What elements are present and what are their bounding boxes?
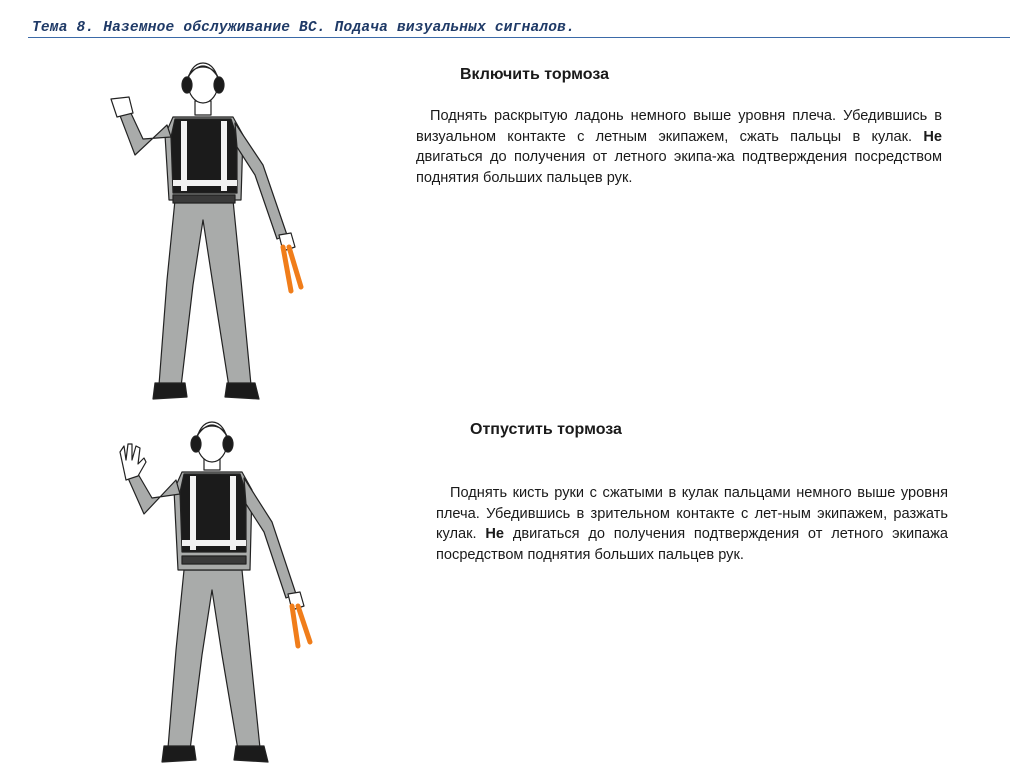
signal-title-release-brakes: Отпустить тормоза <box>470 421 622 438</box>
marshaller-open-palm-raised-illustration <box>100 410 320 765</box>
description-emphasis: Не <box>923 128 942 145</box>
description-text: двигаться до получения подтверждения от летного экипажа посредством поднятия больших пальцев рук. <box>436 526 948 563</box>
description-text: Поднять раскрытую ладонь немного выше уровня плеча. Убедившись в визуальном контакте с летным экипажем, сжать пальцы в кулак. <box>416 108 942 145</box>
description-emphasis: Не <box>485 526 505 542</box>
marshaller-fist-raised-illustration <box>95 55 315 410</box>
signal-description-release-brakes <box>436 483 948 565</box>
description-text: двигаться до получения от летного экипа-жа подтверждения посредством поднятия больших пальцев рук. <box>416 149 942 186</box>
header-divider <box>28 37 1010 38</box>
page-title: Тема 8. Наземное обслуживание ВС. Подача визуальных сигналов. <box>32 20 575 36</box>
description-text: Поднять кисть руки с сжатыми в кулак пальцами немного выше уровня плеча. Убедившись в зрительном контакте с лет-ным экипажем, разжать кулак. <box>436 485 948 542</box>
signal-description-apply-brakes <box>416 106 942 188</box>
signal-title-apply-brakes: Включить тормоза <box>460 66 610 83</box>
